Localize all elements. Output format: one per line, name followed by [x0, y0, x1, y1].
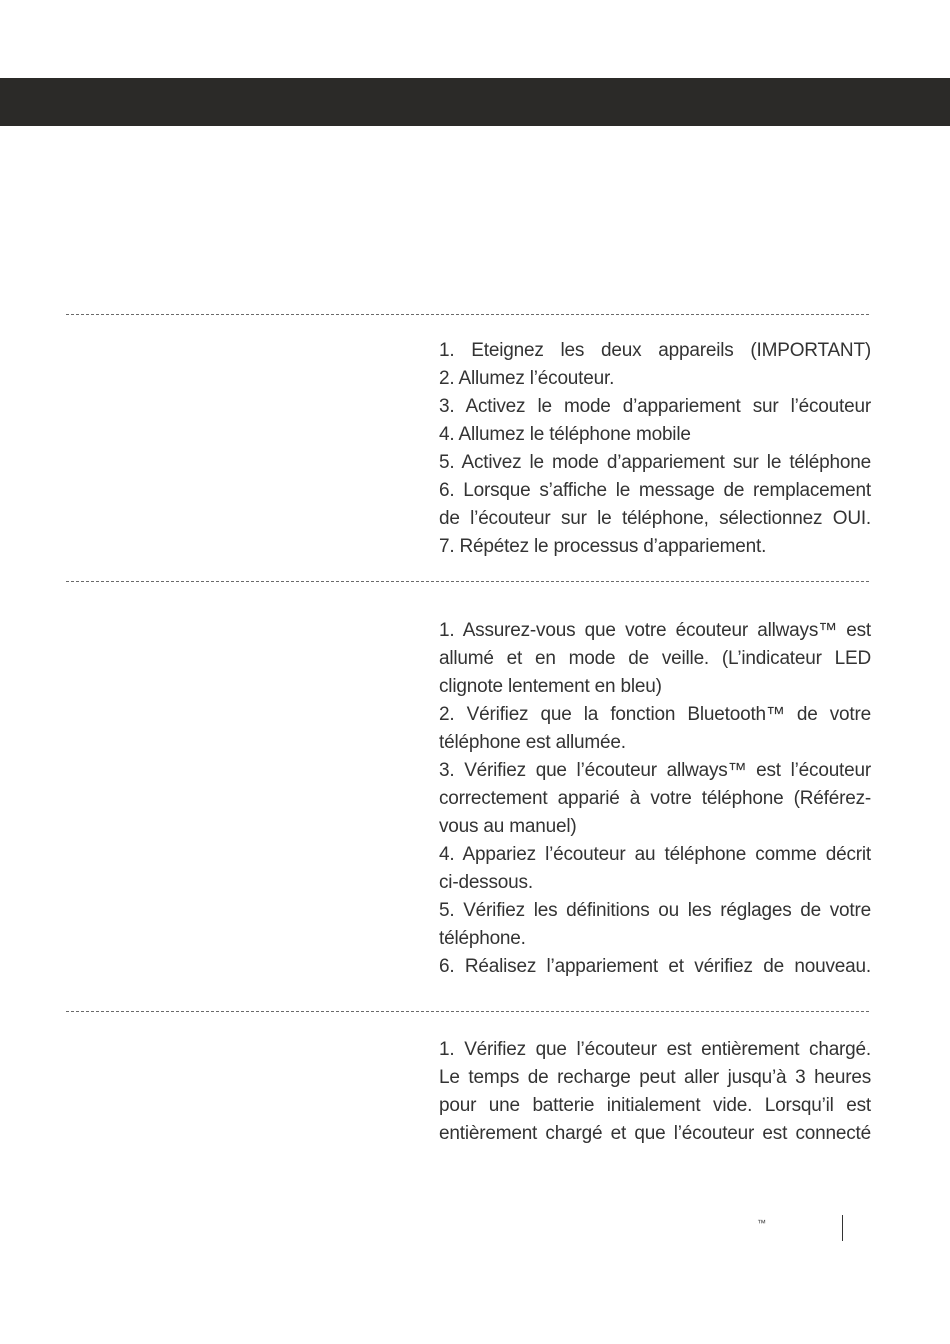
- divider: [66, 314, 869, 315]
- list-item: vous au manuel): [439, 816, 577, 837]
- header-bar: [0, 78, 950, 126]
- list-item: Le temps de recharge peut aller jusqu’à 3 heures: [439, 1067, 871, 1088]
- list-item: 5. Activez le mode d’appariement sur le téléphone: [439, 452, 871, 473]
- list-item: entièrement chargé et que l’écouteur est connecté: [439, 1123, 871, 1144]
- list-item: allumé et en mode de veille. (L’indicateur LED: [439, 648, 871, 669]
- list-item: téléphone.: [439, 928, 526, 949]
- section-charging: [439, 1036, 871, 1148]
- list-item: 6. Réalisez l’appariement et vérifiez de nouveau.: [439, 956, 871, 977]
- list-item: correctement apparié à votre téléphone (Référez-: [439, 788, 871, 809]
- list-item: 2. Vérifiez que la fonction Bluetooth™ de votre: [439, 704, 871, 725]
- footer-trademark: ™: [757, 1218, 766, 1228]
- list-item: 7. Répétez le processus d’appariement.: [439, 536, 767, 557]
- list-item: 4. Appariez l’écouteur au téléphone comme décrit: [439, 844, 871, 865]
- list-item: 4. Allumez le téléphone mobile: [439, 424, 691, 445]
- list-item: 5. Vérifiez les définitions ou les réglages de votre: [439, 900, 871, 921]
- list-item: 6. Lorsque s’affiche le message de remplacement: [439, 480, 871, 501]
- list-item: 1. Vérifiez que l’écouteur est entièrement chargé.: [439, 1039, 871, 1060]
- list-item: 3. Vérifiez que l’écouteur allways™ est l’écouteur: [439, 760, 871, 781]
- list-item: 1. Assurez-vous que votre écouteur allways™ est: [439, 620, 871, 641]
- list-item: 1. Eteignez les deux appareils (IMPORTANT): [439, 340, 871, 361]
- list-item: téléphone est allumée.: [439, 732, 626, 753]
- footer-rule: [842, 1215, 843, 1241]
- divider: [66, 1011, 869, 1012]
- list-item: clignote lentement en bleu): [439, 676, 662, 697]
- list-item: pour une batterie initialement vide. Lorsqu’il est: [439, 1095, 871, 1116]
- section-pairing-steps: [439, 337, 871, 561]
- section-connection-checks: [439, 617, 871, 981]
- list-item: de l’écouteur sur le téléphone, sélectionnez OUI.: [439, 508, 871, 529]
- list-item: 3. Activez le mode d’appariement sur l’écouteur: [439, 396, 871, 417]
- list-item: ci-dessous.: [439, 872, 533, 893]
- divider: [66, 581, 869, 582]
- list-item: 2. Allumez l’écouteur.: [439, 368, 615, 389]
